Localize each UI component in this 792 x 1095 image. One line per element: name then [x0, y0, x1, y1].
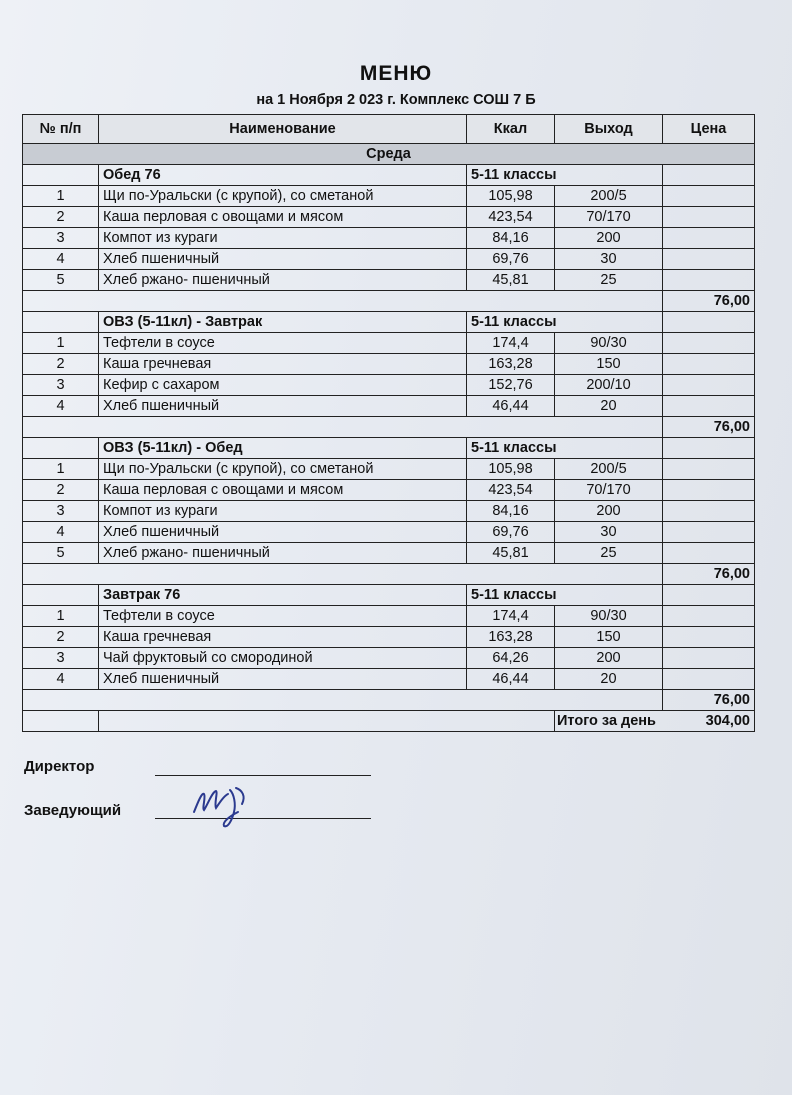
section-total-row	[23, 417, 755, 438]
item-kcal: 69,76	[467, 249, 555, 270]
section-header-row	[23, 585, 755, 606]
item-output: 90/30	[555, 333, 663, 354]
item-output: 200	[555, 228, 663, 249]
item-name: Компот из кураги	[99, 501, 467, 522]
section-price-cell	[663, 585, 755, 606]
item-number: 4	[23, 249, 99, 270]
table-row	[23, 333, 755, 354]
item-kcal: 69,76	[467, 522, 555, 543]
item-name: Каша перловая с овощами и мясом	[99, 480, 467, 501]
item-kcal: 45,81	[467, 270, 555, 291]
table-row	[23, 396, 755, 417]
section-price-cell	[663, 438, 755, 459]
table-row	[23, 669, 755, 690]
item-number: 2	[23, 207, 99, 228]
item-output: 70/170	[555, 480, 663, 501]
table-row	[23, 354, 755, 375]
header-price: Цена	[663, 115, 755, 144]
director-label: Директор	[24, 758, 95, 775]
item-kcal: 105,98	[467, 186, 555, 207]
item-name: Хлеб пшеничный	[99, 669, 467, 690]
item-number: 2	[23, 627, 99, 648]
item-kcal: 163,28	[467, 354, 555, 375]
item-price	[663, 228, 755, 249]
item-kcal: 423,54	[467, 207, 555, 228]
item-number: 4	[23, 396, 99, 417]
item-kcal: 163,28	[467, 627, 555, 648]
item-name: Щи по-Уральски (с крупой), со сметаной	[99, 459, 467, 480]
section-total-row	[23, 291, 755, 312]
item-price	[663, 270, 755, 291]
table-row	[23, 543, 755, 564]
item-name: Хлеб ржано- пшеничный	[99, 543, 467, 564]
item-kcal: 84,16	[467, 501, 555, 522]
item-name: Каша перловая с овощами и мясом	[99, 207, 467, 228]
item-number: 1	[23, 606, 99, 627]
item-price	[663, 354, 755, 375]
table-row	[23, 459, 755, 480]
item-name: Каша гречневая	[99, 354, 467, 375]
item-number: 4	[23, 669, 99, 690]
item-price	[663, 459, 755, 480]
item-name: Чай фруктовый со смородиной	[99, 648, 467, 669]
director-signature-line	[155, 775, 371, 776]
item-price	[663, 522, 755, 543]
menu-table-body	[23, 115, 755, 732]
table-row	[23, 627, 755, 648]
section-total-row	[23, 564, 755, 585]
day-total-blank-2	[99, 711, 555, 732]
item-output: 25	[555, 543, 663, 564]
item-name: Компот из кураги	[99, 228, 467, 249]
day-total-blank-1	[23, 711, 99, 732]
item-name: Тефтели в соусе	[99, 333, 467, 354]
table-row	[23, 249, 755, 270]
item-output: 200	[555, 501, 663, 522]
section-total-value: 76,00	[663, 690, 755, 711]
item-name: Каша гречневая	[99, 627, 467, 648]
menu-table	[22, 114, 755, 732]
manager-signature-icon	[190, 782, 260, 832]
item-name: Тефтели в соусе	[99, 606, 467, 627]
item-output: 30	[555, 249, 663, 270]
item-price	[663, 669, 755, 690]
section-number-cell	[23, 438, 99, 459]
item-name: Щи по-Уральски (с крупой), со сметаной	[99, 186, 467, 207]
item-price	[663, 501, 755, 522]
item-number: 2	[23, 354, 99, 375]
item-price	[663, 333, 755, 354]
section-header-row	[23, 165, 755, 186]
item-number: 3	[23, 501, 99, 522]
section-title: Обед 76	[99, 165, 467, 186]
item-name: Хлеб пшеничный	[99, 249, 467, 270]
item-kcal: 152,76	[467, 375, 555, 396]
section-header-row	[23, 312, 755, 333]
total-blank-cell	[23, 417, 663, 438]
total-blank-cell	[23, 291, 663, 312]
section-title: Завтрак 76	[99, 585, 467, 606]
table-row	[23, 480, 755, 501]
item-kcal: 174,4	[467, 333, 555, 354]
table-row	[23, 375, 755, 396]
table-row	[23, 648, 755, 669]
item-output: 25	[555, 270, 663, 291]
manager-signature-line	[155, 818, 371, 819]
table-row	[23, 606, 755, 627]
item-kcal: 64,26	[467, 648, 555, 669]
day-total-cell	[555, 711, 755, 732]
item-output: 200	[555, 648, 663, 669]
document-title: МЕНЮ	[359, 62, 433, 85]
section-total-row	[23, 690, 755, 711]
item-kcal: 46,44	[467, 669, 555, 690]
section-number-cell	[23, 165, 99, 186]
item-number: 4	[23, 522, 99, 543]
item-kcal: 46,44	[467, 396, 555, 417]
table-row	[23, 186, 755, 207]
day-row	[23, 144, 755, 165]
section-total-value: 76,00	[663, 564, 755, 585]
item-number: 5	[23, 270, 99, 291]
total-blank-cell	[23, 690, 663, 711]
item-output: 20	[555, 669, 663, 690]
section-classes: 5-11 классы	[467, 585, 663, 606]
section-classes: 5-11 классы	[467, 312, 663, 333]
item-number: 1	[23, 186, 99, 207]
item-output: 200/5	[555, 186, 663, 207]
section-number-cell	[23, 585, 99, 606]
item-price	[663, 375, 755, 396]
item-number: 3	[23, 648, 99, 669]
table-row	[23, 270, 755, 291]
table-row	[23, 522, 755, 543]
item-output: 70/170	[555, 207, 663, 228]
item-kcal: 84,16	[467, 228, 555, 249]
item-number: 3	[23, 375, 99, 396]
total-blank-cell	[23, 564, 663, 585]
table-row	[23, 228, 755, 249]
section-price-cell	[663, 165, 755, 186]
section-total-value: 76,00	[663, 291, 755, 312]
item-number: 5	[23, 543, 99, 564]
item-output: 150	[555, 627, 663, 648]
item-number: 1	[23, 459, 99, 480]
item-kcal: 423,54	[467, 480, 555, 501]
day-total-row	[23, 711, 755, 732]
day-label: Среда	[23, 144, 755, 165]
item-kcal: 174,4	[467, 606, 555, 627]
item-price	[663, 249, 755, 270]
item-number: 3	[23, 228, 99, 249]
item-price	[663, 606, 755, 627]
item-name: Кефир с сахаром	[99, 375, 467, 396]
item-output: 30	[555, 522, 663, 543]
section-header-row	[23, 438, 755, 459]
section-total-value: 76,00	[663, 417, 755, 438]
item-price	[663, 396, 755, 417]
section-number-cell	[23, 312, 99, 333]
item-output: 200/5	[555, 459, 663, 480]
day-total-label: Итого за день	[557, 713, 656, 729]
header-name: Наименование	[99, 115, 467, 144]
item-output: 200/10	[555, 375, 663, 396]
item-name: Хлеб пшеничный	[99, 396, 467, 417]
section-title: ОВЗ (5-11кл) - Обед	[99, 438, 467, 459]
item-output: 90/30	[555, 606, 663, 627]
document-subtitle: на 1 Ноября 2 023 г. Комплекс СОШ 7 Б	[256, 92, 536, 108]
item-number: 1	[23, 333, 99, 354]
item-kcal: 45,81	[467, 543, 555, 564]
item-price	[663, 648, 755, 669]
item-price	[663, 543, 755, 564]
item-price	[663, 186, 755, 207]
header-number: № п/п	[23, 115, 99, 144]
item-number: 2	[23, 480, 99, 501]
day-total-value: 304,00	[705, 713, 750, 729]
item-kcal: 105,98	[467, 459, 555, 480]
item-price	[663, 207, 755, 228]
manager-label: Заведующий	[24, 802, 122, 819]
section-classes: 5-11 классы	[467, 438, 663, 459]
item-price	[663, 480, 755, 501]
item-output: 20	[555, 396, 663, 417]
section-price-cell	[663, 312, 755, 333]
table-row	[23, 207, 755, 228]
table-header-row	[23, 115, 755, 144]
item-output: 150	[555, 354, 663, 375]
section-classes: 5-11 классы	[467, 165, 663, 186]
header-output: Выход	[555, 115, 663, 144]
item-price	[663, 627, 755, 648]
item-name: Хлеб ржано- пшеничный	[99, 270, 467, 291]
item-name: Хлеб пшеничный	[99, 522, 467, 543]
section-title: ОВЗ (5-11кл) - Завтрак	[99, 312, 467, 333]
table-row	[23, 501, 755, 522]
header-kcal: Ккал	[467, 115, 555, 144]
